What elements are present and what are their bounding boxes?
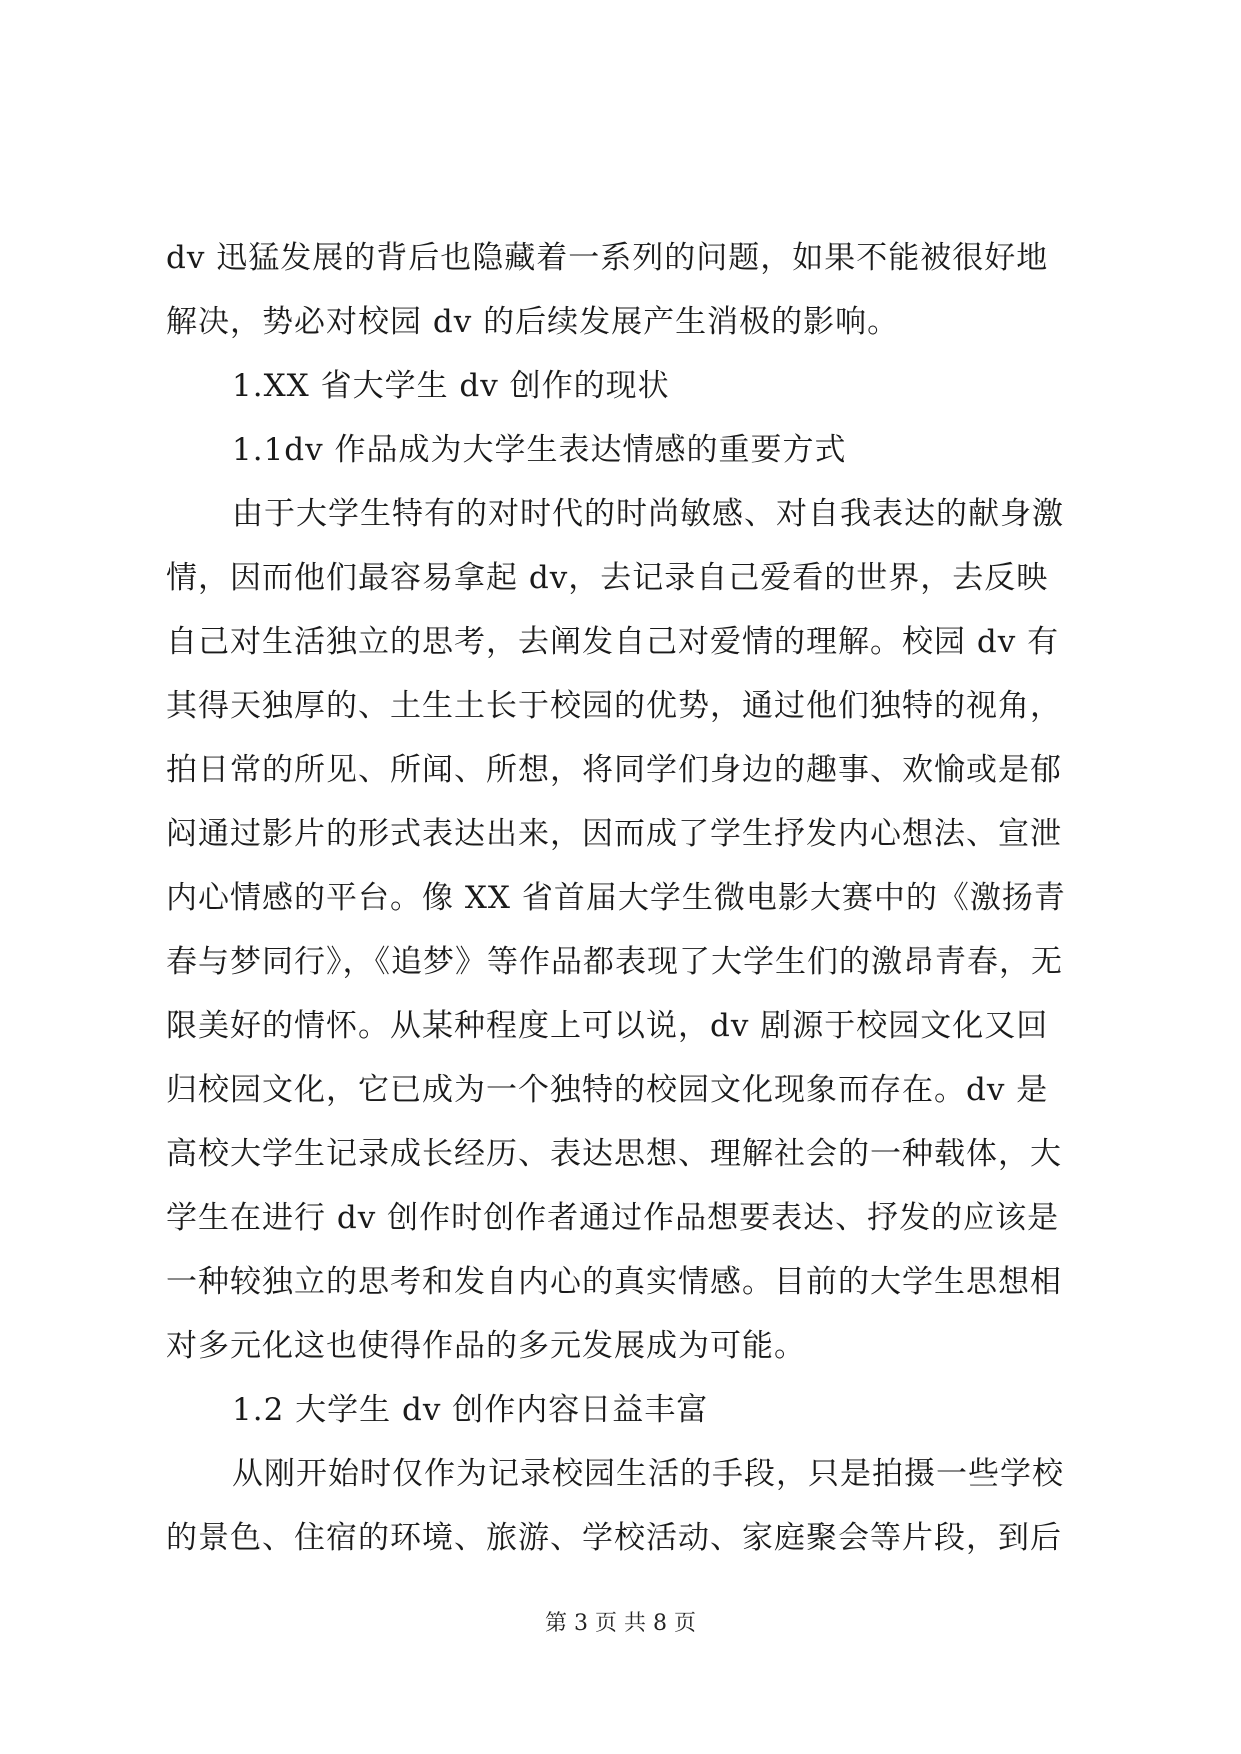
text-line: 其得天独厚的、土生土长于校园的优势，通过他们独特的视角， [166,688,1062,724]
text-line: 1.1dv 作品成为大学生表达情感的重要方式 [232,432,847,468]
text-line: 高校大学生记录成长经历、表达思想、理解社会的一种载体，大 [166,1136,1062,1172]
text-line: 对多元化这也使得作品的多元发展成为可能。 [166,1328,806,1364]
text-line: 1.2 大学生 dv 创作内容日益丰富 [232,1392,709,1428]
text-line: 从刚开始时仅作为记录校园生活的手段，只是拍摄一些学校 [232,1456,1064,1492]
text-line: 1.XX 省大学生 dv 创作的现状 [232,368,670,404]
text-line: 拍日常的所见、所闻、所想，将同学们身边的趣事、欢愉或是郁 [166,752,1062,788]
text-line: 学生在进行 dv 创作时创作者通过作品想要表达、抒发的应该是 [166,1200,1060,1236]
text-line: 一种较独立的思考和发自内心的真实情感。目前的大学生思想相 [166,1264,1062,1300]
text-line: dv 迅猛发展的背后也隐藏着一系列的问题，如果不能被很好地 [166,240,1049,276]
text-line: 闷通过影片的形式表达出来，因而成了学生抒发内心想法、宣泄 [166,816,1062,852]
text-line: 的景色、住宿的环境、旅游、学校活动、家庭聚会等片段，到后 [166,1520,1062,1556]
document-body [166,226,1078,1570]
text-line: 内心情感的平台。像 XX 省首届大学生微电影大赛中的《激扬青 [166,880,1066,916]
text-line: 解决，势必对校园 dv 的后续发展产生消极的影响。 [166,304,900,340]
text-line: 限美好的情怀。从某种程度上可以说，dv 剧源于校园文化又回 [166,1008,1049,1044]
text-line: 由于大学生特有的对时代的时尚敏感、对自我表达的献身激 [232,496,1064,532]
text-line: 春与梦同行》，《追梦》等作品都表现了大学生们的激昂青春，无 [166,944,1063,980]
text-line: 自己对生活独立的思考，去阐发自己对爱情的理解。校园 dv 有 [166,624,1060,660]
text-line: 归校园文化，它已成为一个独特的校园文化现象而存在。dv 是 [166,1072,1049,1108]
text-line: 情，因而他们最容易拿起 dv，去记录自己爱看的世界，去反映 [166,560,1049,596]
page-footer: 第 3 页 共 8 页 [545,1611,696,1636]
